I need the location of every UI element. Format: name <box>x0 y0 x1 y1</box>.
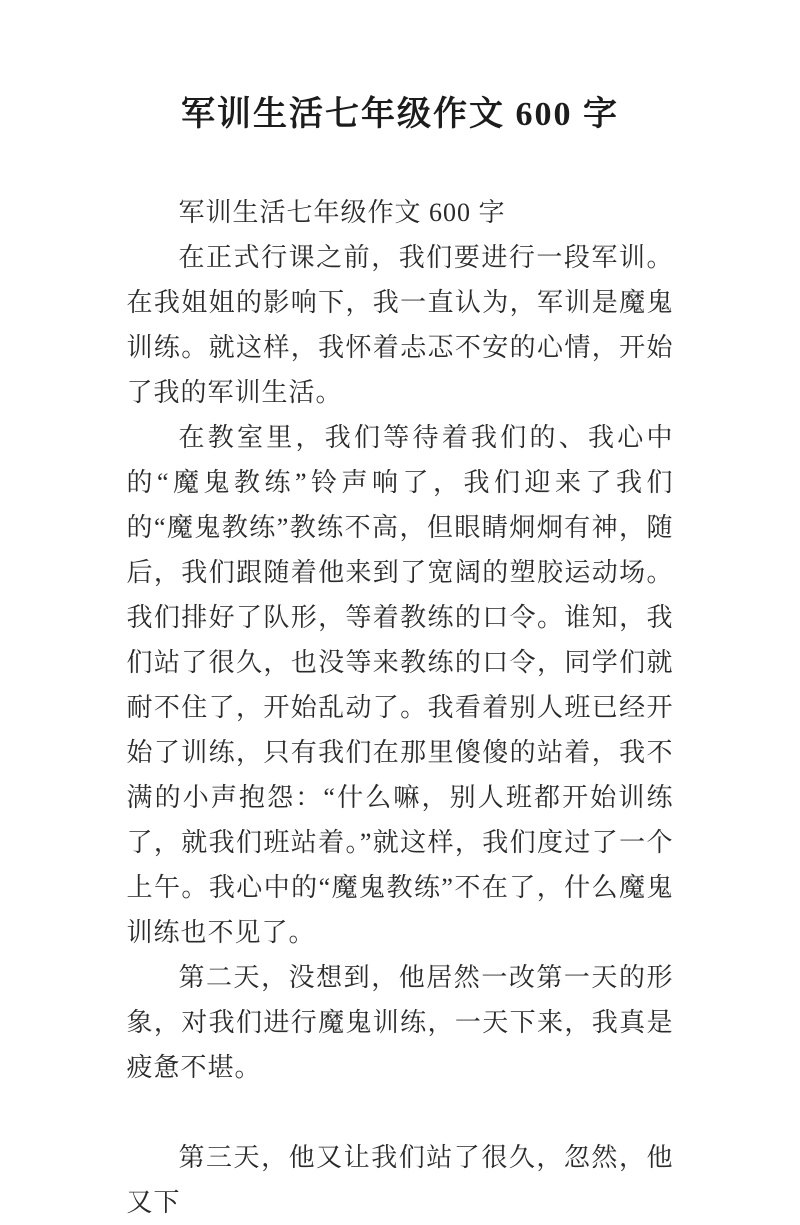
document-body <box>127 190 674 1225</box>
paragraph-day-one: 在教室里，我们等待着我们的、我心中的“魔鬼教练”铃声响了，我们迎来了我们的“魔鬼教练”教练不高，但眼睛炯炯有神，随后，我们跟随着他来到了宽阔的塑胶运动场。我们排好了队形，等着教练的口令。谁知，我们站了很久，也没等来教练的口令，同学们就耐不住了，开始乱动了。我看着别人班已经开始了训练，只有我们在那里傻傻的站着，我不满的小声抱怨：“什么嘛，别人班都开始训练了，就我们班站着。”就这样，我们度过了一个上午。我心中的“魔鬼教练”不在了，什么魔鬼训练也不见了。 <box>126 422 674 947</box>
document-title: 军训生活七年级作文 600 字 <box>181 96 619 133</box>
paragraph-intro: 在正式行课之前，我们要进行一段军训。在我姐姐的影响下，我一直认为，军训是魔鬼训练。就这样，我怀着忐忑不安的心情，开始了我的军训生活。 <box>126 242 674 407</box>
paragraph-day-two: 第二天，没想到，他居然一改第一天的形象，对我们进行魔鬼训练，一天下来，我真是疲惫不堪。 <box>126 962 674 1082</box>
paragraph-heading-line: 军训生活七年级作文 600 字 <box>178 197 506 227</box>
paragraph-day-three: 第三天，他又让我们站了很久，忽然，他又下 <box>126 1142 674 1217</box>
